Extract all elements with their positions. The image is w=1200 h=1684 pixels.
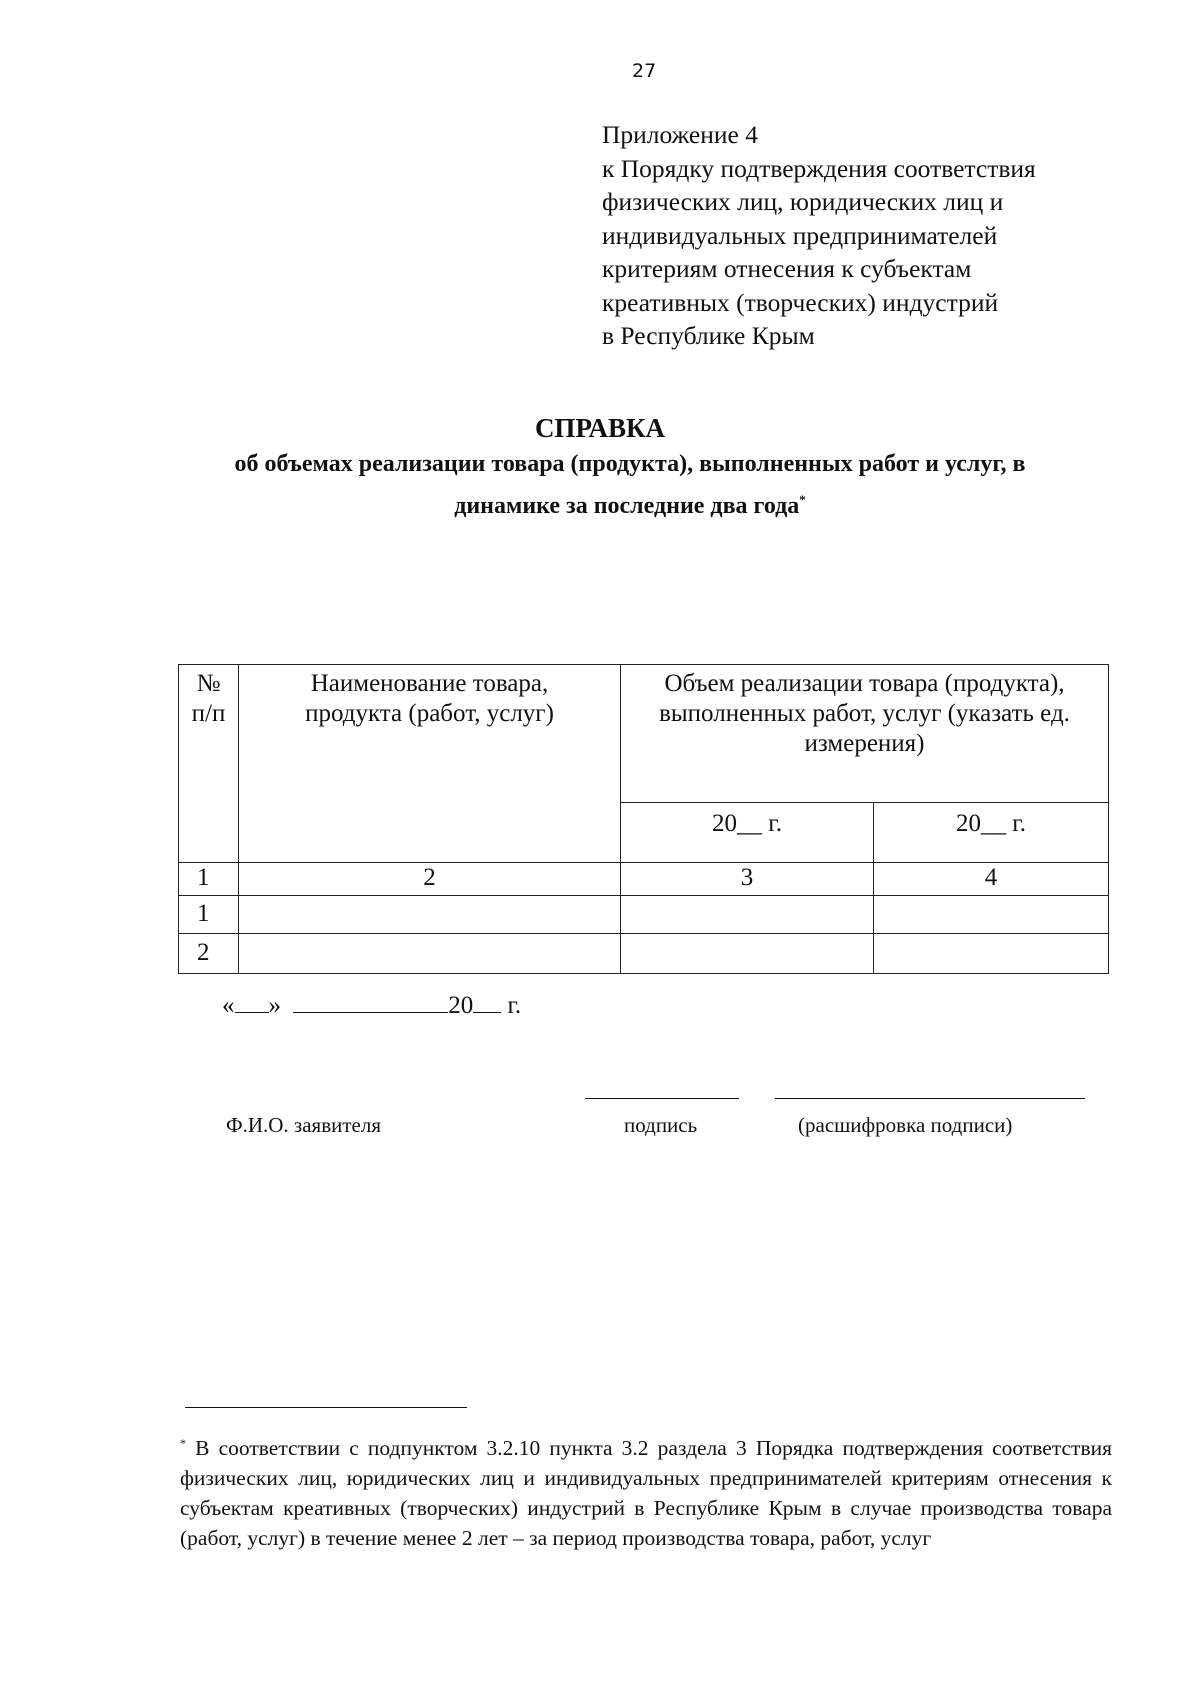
footnote-text: В соответствии с подпунктом 3.2.10 пункта 3.2 раздела 3 Порядка подтверждения соответствия физических лиц, юридических лиц и индивидуальных предпринимателей критериям отнесения к субъектам креативных (творческих) индустрий в Республике Крым в случае производства товара (работ, услуг) в течение менее 2 лет – за период производства товара, работ, услуг [180, 1436, 1112, 1551]
header-year-1: 20__ г. [621, 803, 874, 863]
document-subtitle [150, 447, 1110, 524]
subtitle-footnote-mark: * [799, 492, 806, 507]
sales-volume-table [178, 664, 1109, 974]
table-row [179, 896, 1109, 934]
footnote [180, 1428, 1112, 1553]
row-number: 1 [179, 896, 239, 934]
row-number: 2 [179, 934, 239, 974]
subtitle-line-1: об объемах реализации товара (продукта), выполненных работ и услуг, в [234, 451, 1026, 477]
year-blank [473, 990, 501, 1013]
appendix-line: Приложение 4 [602, 120, 758, 149]
signature-label: подпись [624, 1113, 698, 1137]
signature-line [585, 1098, 739, 1099]
header-name: Наименование товара, продукта (работ, услуг) [239, 665, 621, 863]
row-name-cell [239, 934, 621, 974]
header-no: № п/п [179, 665, 239, 863]
year-prefix: 20 [448, 992, 474, 1019]
month-blank [293, 990, 448, 1013]
column-number: 3 [621, 863, 874, 896]
footnote-mark: * [180, 1436, 186, 1450]
appendix-line: в Республике Крым [602, 321, 815, 350]
appendix-line: критериям отнесения к субъектам [602, 254, 972, 283]
table-row [179, 934, 1109, 974]
column-number: 4 [874, 863, 1109, 896]
footnote-divider [185, 1407, 467, 1408]
row-year-2-cell [874, 934, 1109, 974]
row-year-1-cell [621, 934, 874, 974]
date-line [222, 990, 521, 1020]
appendix-line: к Порядку подтверждения соответствия [602, 153, 1036, 183]
applicant-name-label: Ф.И.О. заявителя [226, 1113, 381, 1137]
column-number: 1 [179, 863, 239, 896]
appendix-header [602, 118, 1036, 353]
appendix-line: физических лиц, юридических лиц и [602, 187, 1004, 216]
subtitle-line-2: динамике за последние два года [454, 493, 800, 519]
row-name-cell [239, 896, 621, 934]
header-volume: Объем реализации товара (продукта), выполненных работ, услуг (указать ед. измерения) [621, 665, 1109, 803]
appendix-line: индивидуальных предпринимателей [602, 220, 998, 250]
page-number: 27 [632, 60, 657, 82]
header-year-2: 20__ г. [874, 803, 1109, 863]
decryption-line [775, 1098, 1085, 1099]
decryption-label: (расшифровка подписи) [798, 1113, 1013, 1137]
date-close-quote: » [268, 992, 281, 1019]
row-year-1-cell [621, 896, 874, 934]
column-number: 2 [239, 863, 621, 896]
row-year-2-cell [874, 896, 1109, 934]
day-blank [235, 990, 269, 1013]
appendix-line: креативных (творческих) индустрий [602, 287, 999, 317]
document-title: СПРАВКА [534, 413, 666, 443]
date-open-quote: « [222, 992, 235, 1019]
year-suffix: г. [507, 992, 522, 1019]
